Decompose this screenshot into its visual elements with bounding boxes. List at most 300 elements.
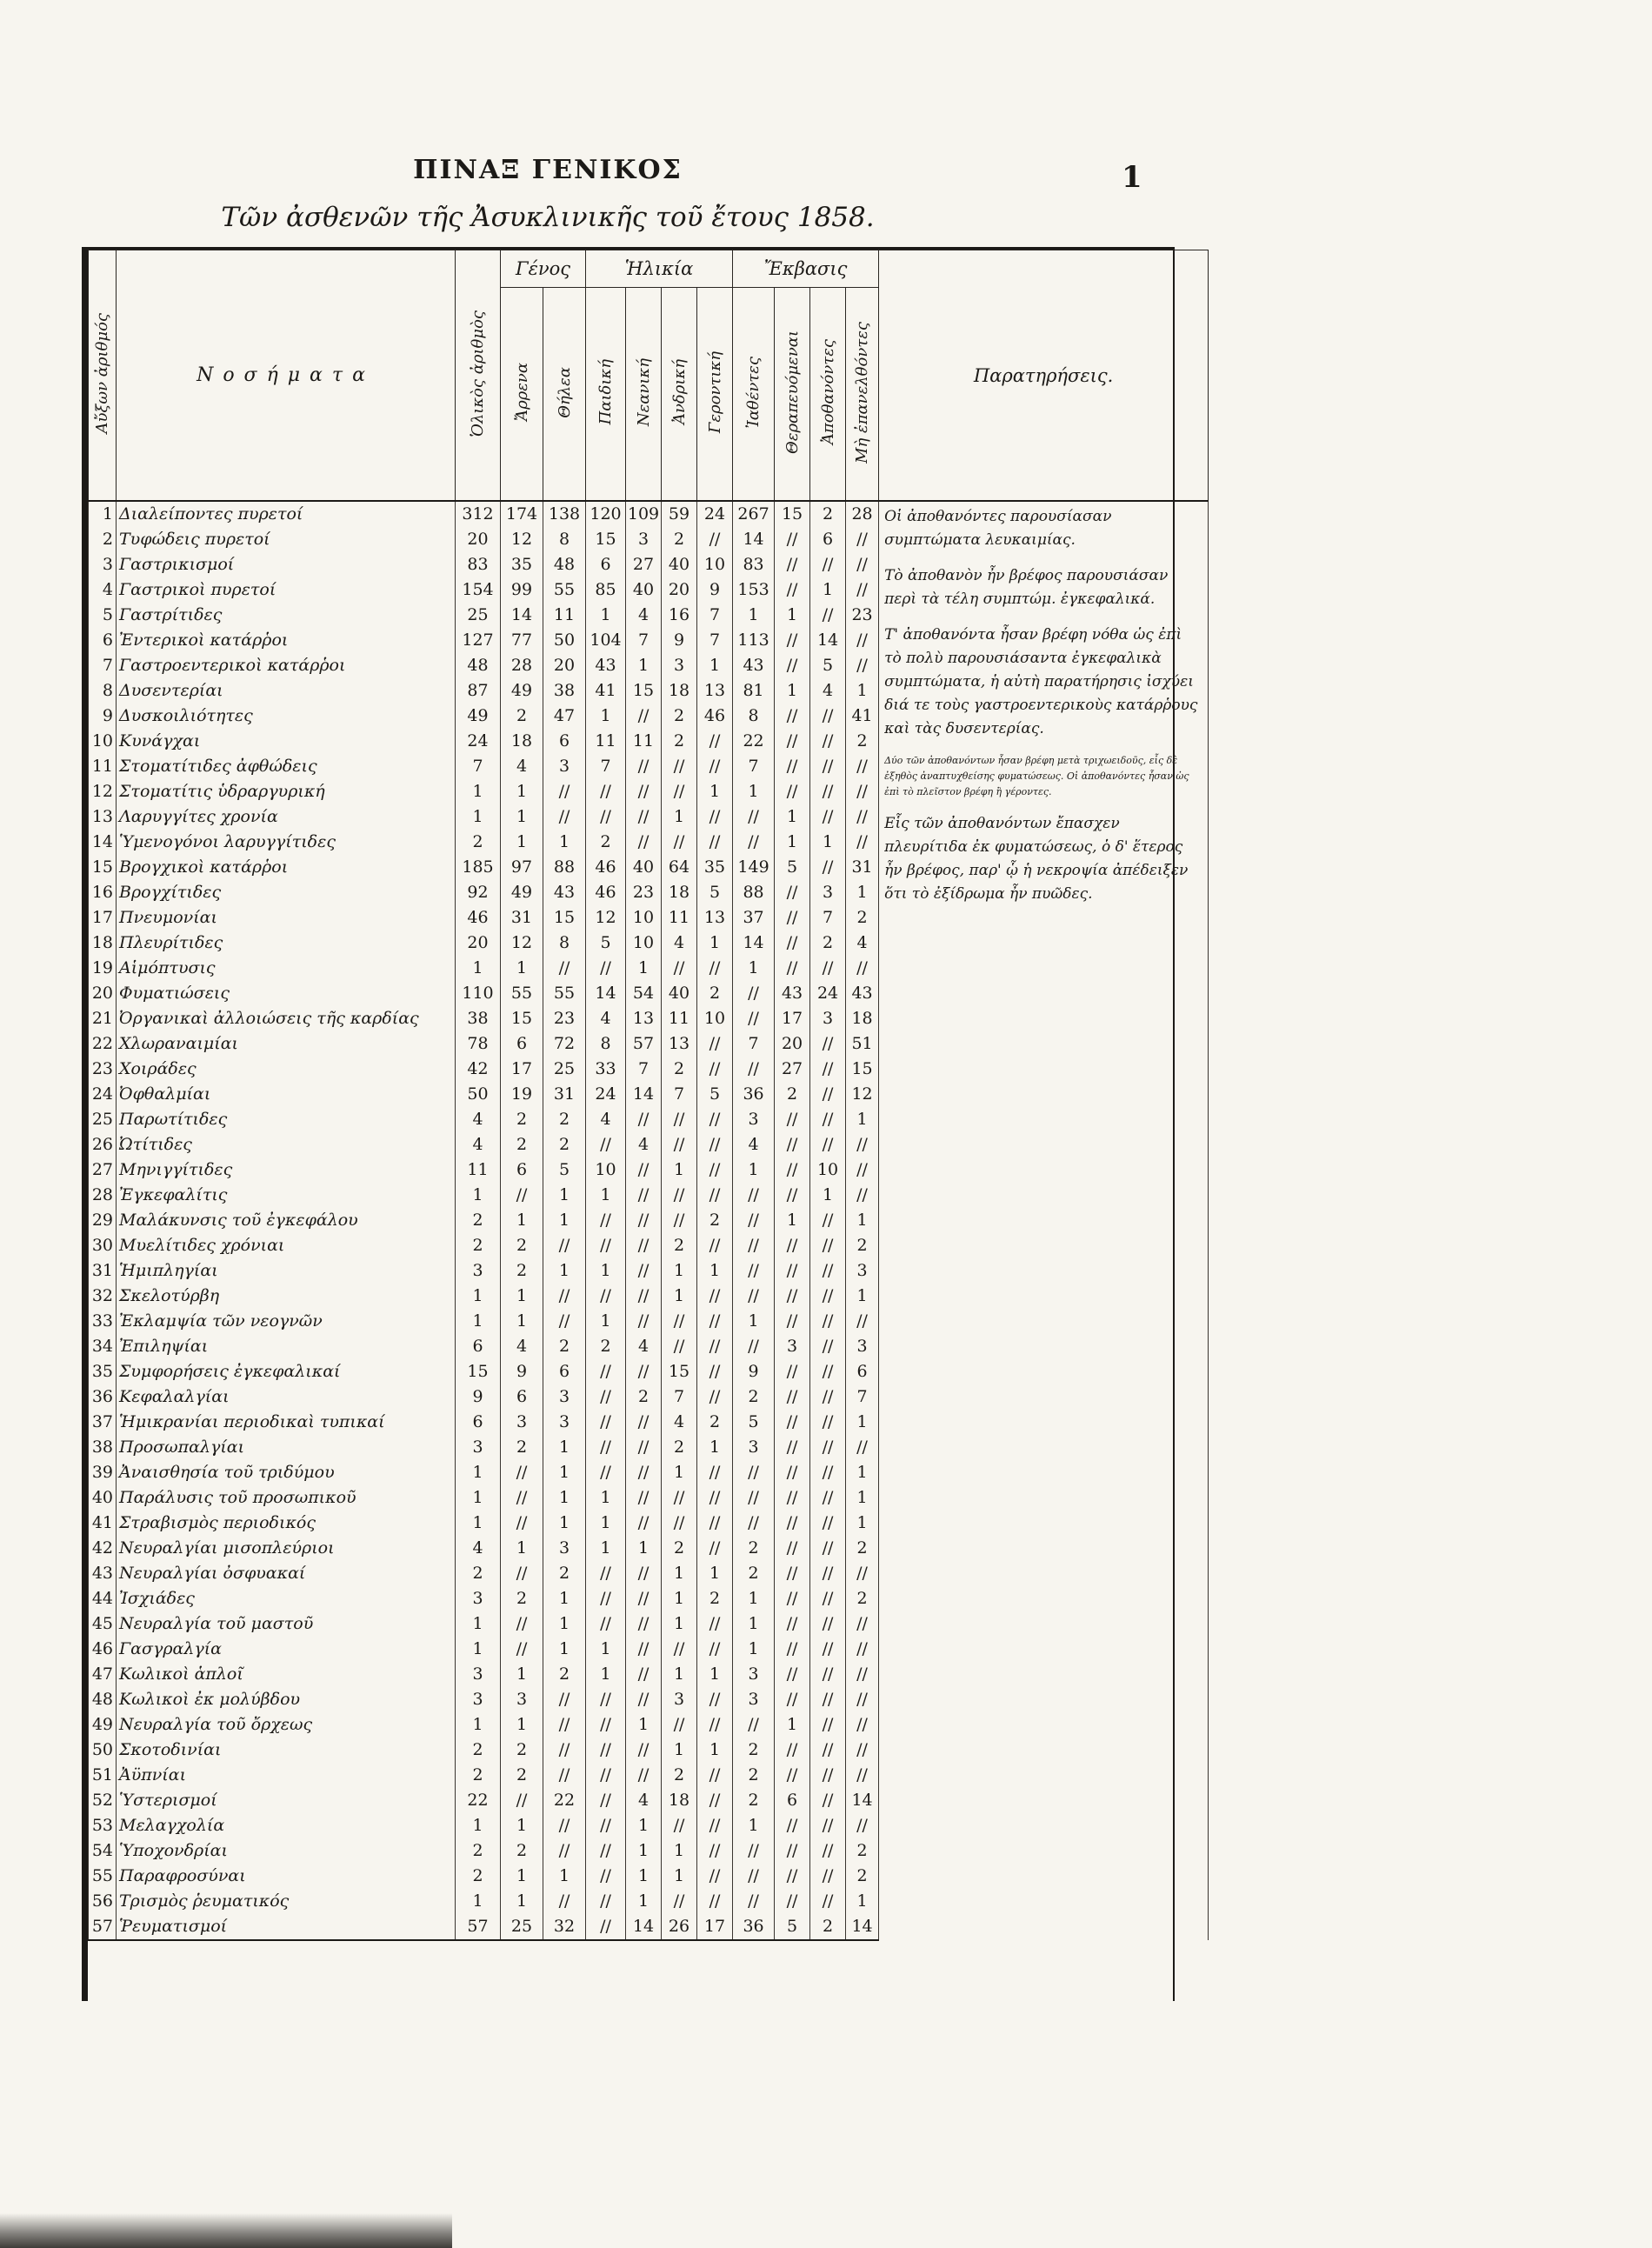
- unchanged-count: 1: [846, 1410, 879, 1435]
- total-count: 1: [456, 1813, 501, 1838]
- unchanged-count: //: [846, 804, 879, 830]
- row-index: 31: [89, 1258, 117, 1284]
- in-treatment-count: //: [775, 1687, 810, 1712]
- died-count: //: [810, 1536, 846, 1561]
- cured-count: 9: [733, 1359, 775, 1384]
- female-count: 6: [543, 1359, 586, 1384]
- child-count: 1: [586, 1309, 626, 1334]
- male-count: 18: [501, 729, 543, 754]
- died-count: //: [810, 1611, 846, 1637]
- cured-count: 43: [733, 653, 775, 678]
- elderly-count: //: [697, 1813, 733, 1838]
- died-count: //: [810, 1763, 846, 1788]
- adult-count: 2: [662, 1763, 697, 1788]
- male-count: 1: [501, 804, 543, 830]
- in-treatment-count: //: [775, 1536, 810, 1561]
- adult-count: //: [662, 1889, 697, 1914]
- cured-count: 1: [733, 1637, 775, 1662]
- cured-count: //: [733, 1889, 775, 1914]
- total-count: 1: [456, 1485, 501, 1511]
- disease-name: Ἀναισθησία τοῦ τριδύμου: [117, 1460, 456, 1485]
- row-index: 40: [89, 1485, 117, 1511]
- died-count: //: [810, 1334, 846, 1359]
- young-count: //: [626, 830, 662, 855]
- female-count: 1: [543, 1435, 586, 1460]
- female-count: 8: [543, 931, 586, 956]
- female-count: 2: [543, 1132, 586, 1157]
- row-index: 13: [89, 804, 117, 830]
- row-index: 20: [89, 981, 117, 1006]
- young-count: //: [626, 1435, 662, 1460]
- total-count: 1: [456, 1284, 501, 1309]
- row-index: 9: [89, 704, 117, 729]
- elderly-count: 9: [697, 577, 733, 603]
- in-treatment-count: //: [775, 1233, 810, 1258]
- row-index: 8: [89, 678, 117, 704]
- in-treatment-count: //: [775, 1838, 810, 1864]
- died-count: //: [810, 1662, 846, 1687]
- elderly-count: //: [697, 1536, 733, 1561]
- died-count: //: [810, 1384, 846, 1410]
- female-count: //: [543, 1889, 586, 1914]
- young-count: 15: [626, 678, 662, 704]
- female-count: 1: [543, 1637, 586, 1662]
- disease-name: Μηνιγγίτιδες: [117, 1157, 456, 1183]
- died-count: //: [810, 754, 846, 779]
- male-count: 12: [501, 931, 543, 956]
- female-count: 55: [543, 981, 586, 1006]
- male-count: 1: [501, 1712, 543, 1738]
- elderly-count: 2: [697, 1586, 733, 1611]
- cured-count: 1: [733, 603, 775, 628]
- elderly-count: //: [697, 1864, 733, 1889]
- scan-edge-shadow: [0, 2213, 452, 2248]
- young-count: //: [626, 804, 662, 830]
- row-index: 39: [89, 1460, 117, 1485]
- male-count: 55: [501, 981, 543, 1006]
- young-count: //: [626, 1410, 662, 1435]
- young-count: 2: [626, 1384, 662, 1410]
- unchanged-count: 31: [846, 855, 879, 880]
- total-count: 7: [456, 754, 501, 779]
- row-index: 52: [89, 1788, 117, 1813]
- total-count: 92: [456, 880, 501, 905]
- cured-count: 83: [733, 552, 775, 577]
- disease-name: Σκελοτύρβη: [117, 1284, 456, 1309]
- child-count: 43: [586, 653, 626, 678]
- cured-count: 4: [733, 1132, 775, 1157]
- elderly-count: //: [697, 1712, 733, 1738]
- adult-count: 2: [662, 729, 697, 754]
- disease-name: Σκοτοδινίαι: [117, 1738, 456, 1763]
- unchanged-count: 1: [846, 1284, 879, 1309]
- female-count: 3: [543, 754, 586, 779]
- child-count: //: [586, 1813, 626, 1838]
- total-count: 1: [456, 1309, 501, 1334]
- unchanged-count: //: [846, 1687, 879, 1712]
- child-count: //: [586, 1460, 626, 1485]
- young-count: 4: [626, 1788, 662, 1813]
- female-count: //: [543, 1813, 586, 1838]
- disease-name: Προσωπαλγίαι: [117, 1435, 456, 1460]
- unchanged-count: 1: [846, 1107, 879, 1132]
- row-index: 37: [89, 1410, 117, 1435]
- disease-name: Ἡμικρανίαι περιοδικαὶ τυπικαί: [117, 1410, 456, 1435]
- female-count: 38: [543, 678, 586, 704]
- young-count: //: [626, 1611, 662, 1637]
- young-count: 1: [626, 1889, 662, 1914]
- child-count: 4: [586, 1006, 626, 1031]
- disease-name: Μελαγχολία: [117, 1813, 456, 1838]
- unchanged-count: //: [846, 1813, 879, 1838]
- elderly-count: 1: [697, 653, 733, 678]
- female-count: //: [543, 1687, 586, 1712]
- male-count: 3: [501, 1687, 543, 1712]
- disease-name: Συμφορήσεις ἐγκεφαλικαί: [117, 1359, 456, 1384]
- young-count: //: [626, 1511, 662, 1536]
- cured-count: 2: [733, 1738, 775, 1763]
- unchanged-count: 23: [846, 603, 879, 628]
- disease-name: Παρωτίτιδες: [117, 1107, 456, 1132]
- in-treatment-count: //: [775, 1309, 810, 1334]
- cured-count: 1: [733, 1586, 775, 1611]
- young-count: 4: [626, 1132, 662, 1157]
- child-count: 46: [586, 855, 626, 880]
- male-count: 25: [501, 1914, 543, 1940]
- in-treatment-count: //: [775, 956, 810, 981]
- unchanged-count: 51: [846, 1031, 879, 1057]
- unchanged-count: //: [846, 1611, 879, 1637]
- row-index: 11: [89, 754, 117, 779]
- remark-note: Δύο τῶν ἀποθανόντων ἦσαν βρέφη μετὰ τριχωειδοῦς, εἷς δὲ ἐξηθὸς ἀναπτυχθείσης φυματώσεως. Οἱ ἀποθανόντες ἦσαν ὡς ἐπὶ τὸ πλεῖστον βρέφη ἢ γέροντες.: [884, 755, 1189, 797]
- died-count: //: [810, 1031, 846, 1057]
- young-count: //: [626, 1763, 662, 1788]
- cured-count: 5: [733, 1410, 775, 1435]
- disease-name: Δυσεντερίαι: [117, 678, 456, 704]
- young-count: 1: [626, 1712, 662, 1738]
- female-count: 1: [543, 1183, 586, 1208]
- child-count: 10: [586, 1157, 626, 1183]
- disease-name: Ὑστερισμοί: [117, 1788, 456, 1813]
- elderly-count: //: [697, 527, 733, 552]
- in-treatment-count: 5: [775, 1914, 810, 1940]
- child-count: 1: [586, 1536, 626, 1561]
- unchanged-count: //: [846, 1662, 879, 1687]
- unchanged-count: //: [846, 552, 879, 577]
- total-count: 1: [456, 779, 501, 804]
- female-count: //: [543, 1309, 586, 1334]
- male-count: //: [501, 1611, 543, 1637]
- header-remarks: Παρατηρήσεις.: [879, 250, 1209, 502]
- child-count: //: [586, 1410, 626, 1435]
- total-count: 1: [456, 1637, 501, 1662]
- in-treatment-count: //: [775, 1359, 810, 1384]
- child-count: //: [586, 1889, 626, 1914]
- in-treatment-count: //: [775, 1637, 810, 1662]
- male-count: 1: [501, 1309, 543, 1334]
- young-count: 1: [626, 956, 662, 981]
- elderly-count: //: [697, 1233, 733, 1258]
- cured-count: 14: [733, 931, 775, 956]
- male-count: 77: [501, 628, 543, 653]
- unchanged-count: //: [846, 1183, 879, 1208]
- young-count: 11: [626, 729, 662, 754]
- disease-name: Λαρυγγίτες χρονία: [117, 804, 456, 830]
- elderly-count: //: [697, 1183, 733, 1208]
- in-treatment-count: //: [775, 1864, 810, 1889]
- elderly-count: 1: [697, 1435, 733, 1460]
- adult-count: 1: [662, 1460, 697, 1485]
- male-count: 6: [501, 1157, 543, 1183]
- cured-count: //: [733, 1864, 775, 1889]
- disease-name: Κωλικοὶ ἁπλοῖ: [117, 1662, 456, 1687]
- unchanged-count: //: [846, 1132, 879, 1157]
- adult-count: 1: [662, 1157, 697, 1183]
- died-count: //: [810, 855, 846, 880]
- cured-count: 14: [733, 527, 775, 552]
- cured-count: //: [733, 1006, 775, 1031]
- female-count: 6: [543, 729, 586, 754]
- total-count: 6: [456, 1410, 501, 1435]
- adult-count: //: [662, 1309, 697, 1334]
- disease-name: Διαλείποντες πυρετοί: [117, 501, 456, 527]
- unchanged-count: 18: [846, 1006, 879, 1031]
- male-count: 99: [501, 577, 543, 603]
- adult-count: 1: [662, 1284, 697, 1309]
- child-count: 46: [586, 880, 626, 905]
- disease-name: Φυματιώσεις: [117, 981, 456, 1006]
- in-treatment-count: //: [775, 779, 810, 804]
- in-treatment-count: 15: [775, 501, 810, 527]
- row-index: 27: [89, 1157, 117, 1183]
- unchanged-count: //: [846, 754, 879, 779]
- died-count: //: [810, 956, 846, 981]
- header-cured: Ἰαθέντες: [733, 288, 775, 502]
- died-count: //: [810, 704, 846, 729]
- remark-note: Εἷς τῶν ἀποθανόντων ἔπασχεν πλευρίτιδα ἐκ φυματώσεως, ὁ δ' ἕτερος ἦν βρέφος, παρ' ᾧ ἡ νεκροψία ἀπέδειξεν ὅτι τὸ ἐξίδρωμα ἦν πυῶδες.: [884, 815, 1189, 903]
- disease-name: Νευραλγία τοῦ ὄρχεως: [117, 1712, 456, 1738]
- young-count: 1: [626, 1838, 662, 1864]
- child-count: //: [586, 1738, 626, 1763]
- disease-name: Κυνάγχαι: [117, 729, 456, 754]
- female-count: //: [543, 956, 586, 981]
- died-count: //: [810, 804, 846, 830]
- disease-name: Στοματίτις ὑδραργυρική: [117, 779, 456, 804]
- row-index: 53: [89, 1813, 117, 1838]
- male-count: 1: [501, 1208, 543, 1233]
- child-count: 1: [586, 1258, 626, 1284]
- adult-count: //: [662, 1107, 697, 1132]
- cured-count: 2: [733, 1788, 775, 1813]
- total-count: 49: [456, 704, 501, 729]
- died-count: 3: [810, 880, 846, 905]
- male-count: 2: [501, 1738, 543, 1763]
- unchanged-count: //: [846, 628, 879, 653]
- elderly-count: 13: [697, 678, 733, 704]
- unchanged-count: 1: [846, 880, 879, 905]
- died-count: 2: [810, 931, 846, 956]
- young-count: //: [626, 1637, 662, 1662]
- female-count: //: [543, 1763, 586, 1788]
- died-count: 24: [810, 981, 846, 1006]
- male-count: 1: [501, 1662, 543, 1687]
- female-count: 2: [543, 1662, 586, 1687]
- cured-count: //: [733, 804, 775, 830]
- male-count: //: [501, 1561, 543, 1586]
- male-count: 28: [501, 653, 543, 678]
- female-count: 25: [543, 1057, 586, 1082]
- young-count: 1: [626, 1536, 662, 1561]
- disease-name: Ἀϋπνίαι: [117, 1763, 456, 1788]
- young-count: 23: [626, 880, 662, 905]
- child-count: //: [586, 1687, 626, 1712]
- total-count: 1: [456, 1611, 501, 1637]
- elderly-count: 5: [697, 1082, 733, 1107]
- child-count: 8: [586, 1031, 626, 1057]
- general-table: [88, 250, 1209, 1941]
- total-count: 3: [456, 1662, 501, 1687]
- female-count: 88: [543, 855, 586, 880]
- general-table-frame: [82, 247, 1198, 2001]
- young-count: 1: [626, 1813, 662, 1838]
- unchanged-count: 1: [846, 1208, 879, 1233]
- disease-name: Χλωραναιμίαι: [117, 1031, 456, 1057]
- died-count: //: [810, 1359, 846, 1384]
- elderly-count: //: [697, 1057, 733, 1082]
- female-count: 1: [543, 1208, 586, 1233]
- young-count: 10: [626, 905, 662, 931]
- row-index: 55: [89, 1864, 117, 1889]
- adult-count: 40: [662, 981, 697, 1006]
- elderly-count: //: [697, 1889, 733, 1914]
- adult-count: //: [662, 956, 697, 981]
- total-count: 3: [456, 1435, 501, 1460]
- died-count: //: [810, 1107, 846, 1132]
- total-count: 78: [456, 1031, 501, 1057]
- cured-count: 3: [733, 1662, 775, 1687]
- male-count: 4: [501, 1334, 543, 1359]
- child-count: 104: [586, 628, 626, 653]
- unchanged-count: 41: [846, 704, 879, 729]
- elderly-count: 13: [697, 905, 733, 931]
- died-count: 1: [810, 1183, 846, 1208]
- elderly-count: //: [697, 1788, 733, 1813]
- child-count: 6: [586, 552, 626, 577]
- total-count: 2: [456, 830, 501, 855]
- total-count: 1: [456, 804, 501, 830]
- cured-count: //: [733, 1485, 775, 1511]
- in-treatment-count: //: [775, 527, 810, 552]
- child-count: //: [586, 1284, 626, 1309]
- header-male: Ἄρρενα: [501, 288, 543, 502]
- table-row: [89, 501, 1209, 527]
- adult-count: 4: [662, 931, 697, 956]
- young-count: //: [626, 1183, 662, 1208]
- cured-count: //: [733, 1712, 775, 1738]
- in-treatment-count: 43: [775, 981, 810, 1006]
- cured-count: //: [733, 1460, 775, 1485]
- young-count: 40: [626, 577, 662, 603]
- in-treatment-count: 1: [775, 804, 810, 830]
- child-count: 1: [586, 1485, 626, 1511]
- row-index: 19: [89, 956, 117, 981]
- adult-count: 26: [662, 1914, 697, 1940]
- male-count: 14: [501, 603, 543, 628]
- cured-count: 1: [733, 1813, 775, 1838]
- row-index: 2: [89, 527, 117, 552]
- elderly-count: //: [697, 1031, 733, 1057]
- in-treatment-count: //: [775, 754, 810, 779]
- unchanged-count: 7: [846, 1384, 879, 1410]
- row-index: 21: [89, 1006, 117, 1031]
- row-index: 17: [89, 905, 117, 931]
- young-count: //: [626, 1309, 662, 1334]
- young-count: //: [626, 1485, 662, 1511]
- adult-count: 13: [662, 1031, 697, 1057]
- adult-count: //: [662, 1511, 697, 1536]
- died-count: 3: [810, 1006, 846, 1031]
- in-treatment-count: //: [775, 1384, 810, 1410]
- disease-name: Στραβισμὸς περιοδικός: [117, 1511, 456, 1536]
- male-count: 1: [501, 779, 543, 804]
- in-treatment-count: 6: [775, 1788, 810, 1813]
- row-index: 12: [89, 779, 117, 804]
- child-count: 7: [586, 754, 626, 779]
- died-count: //: [810, 1233, 846, 1258]
- female-count: 48: [543, 552, 586, 577]
- female-count: //: [543, 1284, 586, 1309]
- row-index: 44: [89, 1586, 117, 1611]
- female-count: 1: [543, 1586, 586, 1611]
- unchanged-count: //: [846, 527, 879, 552]
- unchanged-count: 3: [846, 1258, 879, 1284]
- male-count: //: [501, 1485, 543, 1511]
- young-count: //: [626, 1359, 662, 1384]
- male-count: 4: [501, 754, 543, 779]
- adult-count: 16: [662, 603, 697, 628]
- total-count: 4: [456, 1132, 501, 1157]
- female-count: //: [543, 779, 586, 804]
- elderly-count: //: [697, 1485, 733, 1511]
- unchanged-count: 14: [846, 1788, 879, 1813]
- male-count: 15: [501, 1006, 543, 1031]
- female-count: 15: [543, 905, 586, 931]
- row-index: 26: [89, 1132, 117, 1157]
- row-index: 29: [89, 1208, 117, 1233]
- female-count: 8: [543, 527, 586, 552]
- male-count: 1: [501, 956, 543, 981]
- adult-count: //: [662, 1485, 697, 1511]
- child-count: //: [586, 1838, 626, 1864]
- male-count: 1: [501, 1889, 543, 1914]
- male-count: 9: [501, 1359, 543, 1384]
- total-count: 42: [456, 1057, 501, 1082]
- elderly-count: 1: [697, 1738, 733, 1763]
- in-treatment-count: 1: [775, 603, 810, 628]
- elderly-count: 46: [697, 704, 733, 729]
- in-treatment-count: //: [775, 905, 810, 931]
- row-index: 42: [89, 1536, 117, 1561]
- total-count: 1: [456, 1511, 501, 1536]
- row-index: 41: [89, 1511, 117, 1536]
- died-count: 7: [810, 905, 846, 931]
- disease-name: Δυσκοιλιότητες: [117, 704, 456, 729]
- unchanged-count: //: [846, 1157, 879, 1183]
- died-count: //: [810, 1813, 846, 1838]
- disease-name: Τυφώδεις πυρετοί: [117, 527, 456, 552]
- row-index: 38: [89, 1435, 117, 1460]
- cured-count: 81: [733, 678, 775, 704]
